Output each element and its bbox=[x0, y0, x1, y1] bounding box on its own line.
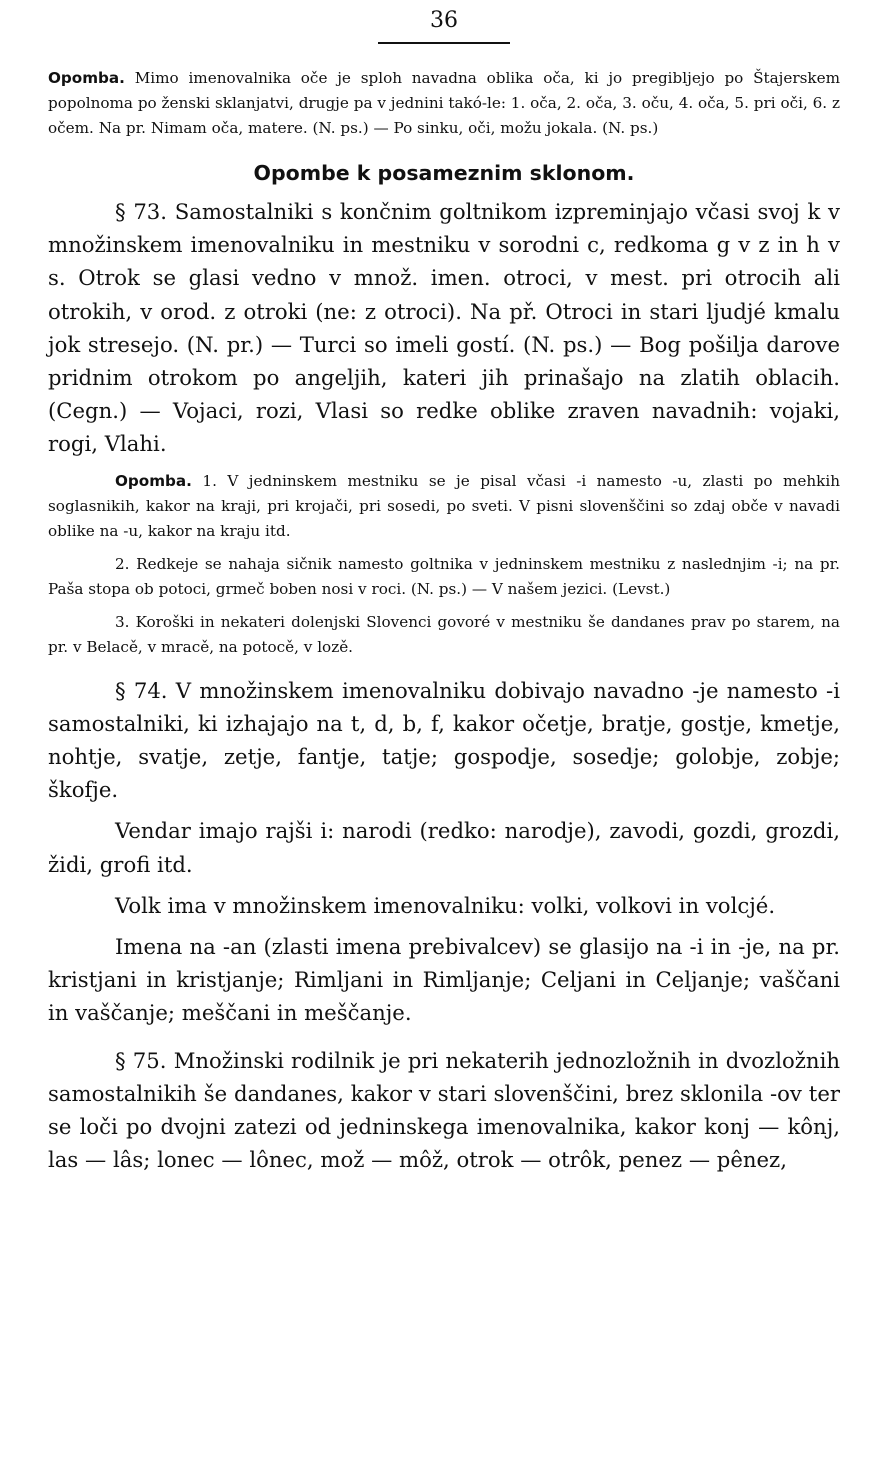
note-label: Opomba. bbox=[115, 471, 192, 490]
note-73-p2: 2. Redkeje se nahaja sičnik namesto goltnika v jedninskem mestniku z naslednjim -i; na pr. Paša stopa ob potoci, grmeč boben nosi v roci. (N. ps.) — V našem jezici. (Levst.) bbox=[48, 554, 840, 598]
paragraph-74-vendar: Vendar imajo rajši i: narodi (redko: narodje), zavodi, gozdi, grozdi, židi, grofi itd. bbox=[48, 818, 840, 877]
paragraph-74: § 74. V množinskem imenovalniku dobivajo navadno -je namesto -i samostalniki, ki izhajajo na t, d, b, f, kakor očetje, bratje, gostje, kmetje, nohtje, svatje, zetje, fantje, tatje; gospodje, sosedje; golobje, zobje; škofje. bbox=[48, 677, 840, 803]
paragraph-75: § 75. Množinski rodilnik je pri nekaterih jednozložnih in dvozložnih samostalnikih še dandanes, kakor v stari slovenščini, brez sklonila -ov ter se loči po dvojni zatezi od jedninskega imenovalnika, kakor konj — kônj, las — lâs; lonec — lônec, mož — môž, otrok — otrôk, penez — pênez, bbox=[48, 1047, 840, 1173]
page-number-rule bbox=[378, 42, 510, 44]
paragraph-74-imena: Imena na -an (zlasti imena prebivalcev) se glasijo na -i in -je, na pr. kristjani in kristjanje; Rimljani in Rimljanje; Celjani in Celjanje; vaščani in vaščanje; meščani in meščanje. bbox=[48, 934, 840, 1026]
note-text: 1. V jedninskem mestniku se je pisal včasi -i namesto -u, zlasti po mehkih soglasnikih, kakor na kraji, pri krojači, pri sosedi, po sveti. V pisni slovenščini so zdaj obče v navadi oblike na -u, kakor na kraju itd. bbox=[48, 471, 841, 540]
page-number: 36 bbox=[430, 8, 458, 33]
section-heading: Opombe k posameznim sklonom. bbox=[253, 161, 635, 185]
paragraph-74-volk: Volk ima v množinskem imenovalniku: volki, volkovi in volcjé. bbox=[115, 892, 776, 918]
note-top bbox=[48, 66, 840, 141]
note-text: Mimo imenovalnika oče je sploh navadna oblika oča, ki jo pregibljejo po Štajerskem popolnoma po ženski sklanjatvi, drugje pa v jednini takó-le: 1. oča, 2. oča, 3. oču, 4. oča, 5. pri oči, 6. z očem. Na pr. Nimam oča, matere. (N. ps.) — Po sinku, oči, možu jokala. (N. ps.) bbox=[48, 69, 840, 137]
paragraph-73: § 73. Samostalniki s končnim goltnikom izpreminjajo včasi svoj k v množinskem imenovalniku in mestniku v sorodni c, redkoma g v z in h v s. Otrok se glasi vedno v množ. imen. otroci, v mest. pri otrocih ali otrokih, v orod. z otroki (ne: z otroci). Na př. Otroci in stari ljudjé kmalu jok stresejo. (N. pr.) — Turci so imeli gostí. (N. ps.) — Bog pošilja darove pridnim otrokom po angeljih, kateri jih prinašajo na zlatih oblacih. (Cegn.) — Vojaci, rozi, Vlasi so redke oblike zraven navadnih: vojaki, rogi, Vlahi. bbox=[48, 199, 840, 457]
note-73-p3: 3. Koroški in nekateri dolenjski Slovenci govoré v mestniku še dandanes prav po starem, na pr. v Belacě, v mracě, na potocě, v lozě. bbox=[48, 612, 840, 656]
note-label: Opomba. bbox=[48, 69, 125, 87]
note-73-p1 bbox=[48, 469, 840, 544]
body-text bbox=[48, 66, 840, 1176]
